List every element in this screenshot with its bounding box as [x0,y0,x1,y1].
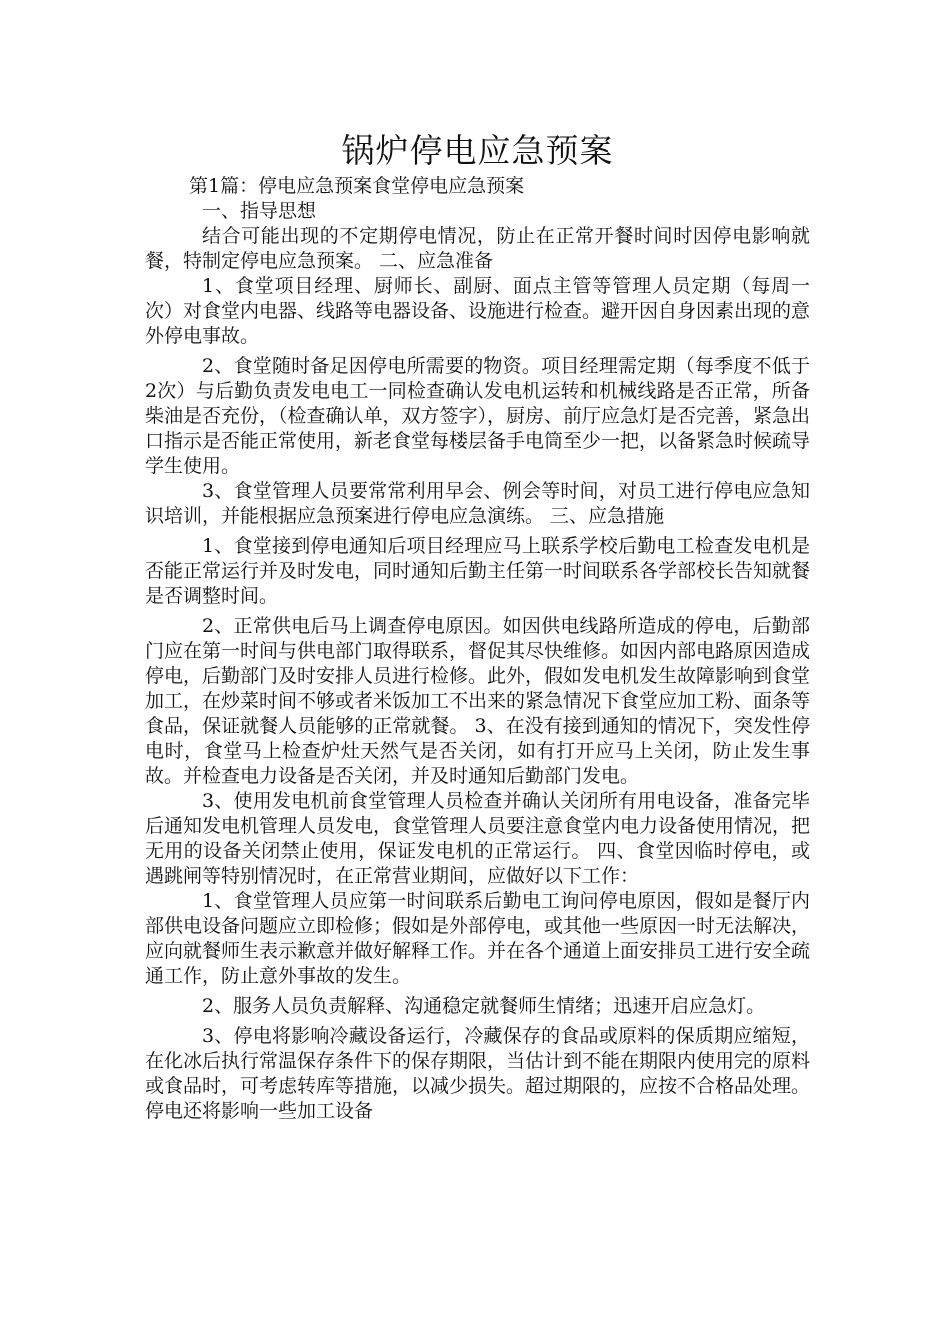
section-heading-guiding-thought: 一、指导思想 [202,200,317,222]
paragraph: 2、食堂随时备足因停电所需要的物资。项目经理需定期（每季度不低于2次）与后勤负责发电电工一同检查确认发电机运转和机械线路是否正常，所备柴油是否充份，（检查确认单，双方签字），厨房、前厅应急灯是否完善，紧急出口指示是否能正常使用，新老食堂每楼层备手电筒至少一把，以备紧急时候疏导学生使用。 [145,355,811,477]
paragraph: 2、服务人员负责解释、沟通稳定就餐师生情绪；迅速开启应急灯。 [202,995,766,1017]
paragraph: 1、食堂管理人员应第一时间联系后勤电工询问停电原因，假如是餐厅内部供电设备问题应立即检修；假如是外部停电，或其他一些原因一时无法解决，应向就餐师生表示歉意并做好解释工作。并在各个通道上面安排员工进行安全疏通工作，防止意外事故的发生。 [145,890,811,987]
paragraph: 3、食堂管理人员要常常利用早会、例会等时间，对员工进行停电应急知识培训，并能根据应急预案进行停电应急演练。 三、应急措施 [145,480,810,527]
document-title: 锅炉停电应急预案 [341,131,614,170]
paragraph: 1、食堂接到停电通知后项目经理应马上联系学校后勤电工检查发电机是否能正常运行并及时发电，同时通知后勤主任第一时间联系各学部校长告知就餐是否调整时间。 [145,535,811,607]
document-body [145,128,810,1124]
document-subtitle: 第1篇：停电应急预案食堂停电应急预案 [189,175,525,197]
paragraph: 1、食堂项目经理、厨师长、副厨、面点主管等管理人员定期（每周一次）对食堂内电器、线路等电器设备、设施进行检查。避开因自身因素出现的意外停电事故。 [145,275,811,347]
paragraph: 3、使用发电机前食堂管理人员检查并确认关闭所有用电设备，准备完毕后通知发电机管理人员发电，食堂管理人员要注意食堂内电力设备使用情况，把无用的设备关闭禁止使用，保证发电机的正常运行。 四、食堂因临时停电，或遇跳闸等特别情况时，在正常营业期间，应做好以下工作： [145,790,811,887]
paragraph: 3、停电将影响冷藏设备运行，冷藏保存的食品或原料的保质期应缩短，在化冰后执行常温保存条件下的保存期限，当估计到不能在期限内使用完的原料或食品时，可考虑转库等措施，以减少损失。超过期限的，应按不合格品处理。停电还将影响一些加工设备 [145,1025,811,1122]
paragraph: 结合可能出现的不定期停电情况，防止在正常开餐时间时因停电影响就餐，特制定停电应急预案。 二、应急准备 [145,225,810,272]
paragraph: 2、正常供电后马上调查停电原因。如因供电线路所造成的停电，后勤部门应在第一时间与供电部门取得联系，督促其尽快维修。如因内部电路原因造成停电，后勤部门及时安排人员进行检修。此外，假如发电机发生故障影响到食堂加工，在炒菜时间不够或者米饭加工不出来的紧急情况下食堂应加工粉、面条等食品，保证就餐人员能够的正常就餐。 3、在没有接到通知的情况下，突发性停电时，食堂马上检查炉灶天然气是否关闭，如有打开应马上关闭，防止发生事故。并检查电力设备是否关闭，并及时通知后勤部门发电。 [145,615,811,787]
